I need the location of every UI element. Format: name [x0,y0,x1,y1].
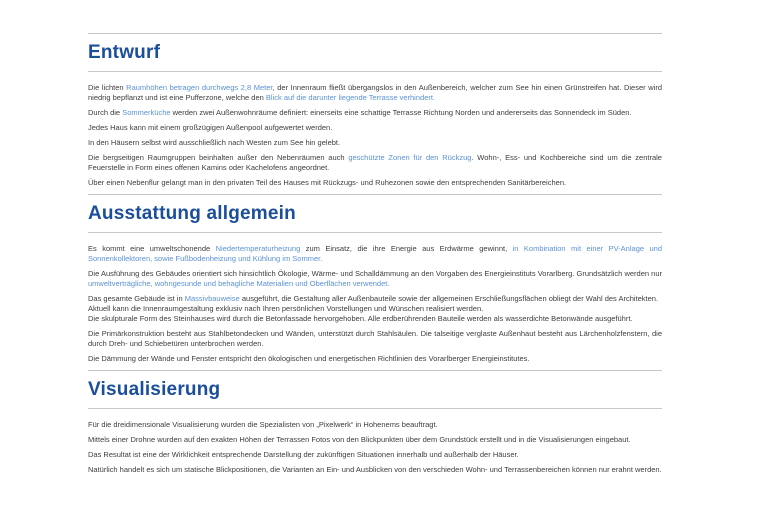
section-entwurf [88,33,662,194]
section-divider-top [88,33,662,34]
section-divider-top [88,194,662,195]
inline-link[interactable]: Massivbauweise [184,294,240,303]
section-divider-top [88,370,662,371]
inline-link[interactable]: Blick auf die darunter liegende Terrasse verhindert. [265,93,436,102]
paragraph [88,329,662,349]
text-run: werden zwei Außenwohnräume definiert: einerseits eine schattige Terrasse Richtung Norden und andererseits das Sonnendeck im Süden. [170,108,632,117]
text-run: Die Ausführung des Gebäudes orientiert sich hinsichtlich Ökologie, Wärme- und Schalldämmung an den Vorgaben des Energieinstituts Vorarlberg. Grundsätzlich werden nur [88,269,662,278]
paragraph [88,123,662,133]
inline-link[interactable]: geschützte Zonen für den Rückzug [348,153,472,162]
inline-link[interactable]: in Kombination mit einer PV-Anlage und Sonnenkollektoren, sowie Fußbodenheizung und Kühlung im Sommer. [88,244,662,263]
inline-link[interactable]: Niedertemperaturheizung [215,244,301,253]
text-run: Das Resultat ist eine der Wirklichkeit entsprechende Darstellung der zukünftigen Situationen innerhalb und außerhalb der Häuser. [88,450,519,459]
text-run: zum Einsatz, die ihre Energie aus Erdwärme gewinnt, [300,244,513,253]
paragraph [88,108,662,118]
text-run: Die bergseitigen Raumgruppen beinhalten außer den Nebenräumen auch [88,153,349,162]
text-run: Für die dreidimensionale Visualisierung wurden die Spezialisten von „Pixelwerk“ in Hohenems beauftragt. [88,420,438,429]
section-ausstattung-allgemein [88,194,662,370]
document-content [88,33,662,481]
section-title-entwurf: Entwurf [88,42,161,63]
section-body [88,233,662,370]
paragraph [88,435,662,445]
text-run: . Wohn-, Ess- und Kochbereiche sind um die zentrale Feuerstelle in Form eines offenen Kamins oder Kachelofens angeordnet. [88,153,662,172]
text-run: Jedes Haus kann mit einem großzügigen Außenpool aufgewertet werden. [88,123,333,132]
text-run: ausgeführt, die Gestaltung aller Außenbauteile sowie der allgemeinen Erschließungsflächen obliegt der Wahl des Architekten. [239,294,659,303]
paragraph [88,138,662,148]
text-run: Es kommt eine umweltschonende [88,244,216,253]
text-run: Mittels einer Drohne wurden auf den exakten Höhen der Terrassen Fotos von den Blickpunkten über dem Grundstück erstellt und in die Visualisierungen eingebaut. [88,435,631,444]
paragraph [88,269,662,289]
section-body [88,409,662,481]
text-run: Die lichten [88,83,127,92]
section-visualisierung [88,370,662,481]
inline-link[interactable]: umweltverträgliche, wohngesunde und behagliche Materialien und Oberflächen verwendet. [88,279,390,288]
paragraph [88,465,662,475]
inline-link[interactable]: Sommerküche [122,108,171,117]
text-run: Durch die [88,108,123,117]
text-run: Aktuell kann die Innenraumgestaltung exklusiv nach Ihren persönlichen Vorstellungen und Wünschen realisiert werden. [88,304,484,313]
paragraph [88,450,662,460]
text-run: Das gesamte Gebäude ist in [88,294,185,303]
paragraph [88,420,662,430]
text-run: In den Häusern selbst wird ausschließlich nach Westen zum See hin gelebt. [88,138,341,147]
section-title-ausstattung-allgemein: Ausstattung allgemein [88,203,296,224]
paragraph [88,178,662,188]
text-run: Die Primärkonstruktion besteht aus Stahlbetondecken und Wänden, unterstützt durch Stahlsäulen. Die talseitige verglaste Außenhaut besteht aus Lärchenholzfenstern, die durch Dreh- und Schiebetüren unterbrochen werden. [88,329,662,348]
text-run: Die Dämmung der Wände und Fenster entspricht den ökologischen und energetischen Richtlinien des Vorarlberger Energieinstitutes. [88,354,530,363]
section-body [88,72,662,194]
text-run: Die skulpturale Form des Steinhauses wird durch die Betonfassade hervorgehoben. Alle erdberührenden Bauteile werden als wasserdichte Betonwände ausgeführt. [88,314,633,323]
paragraph [88,244,662,264]
section-title-visualisierung: Visualisierung [88,379,221,400]
inline-link[interactable]: Raumhöhen betragen durchwegs 2,8 Meter [126,83,273,92]
text-run: Natürlich handelt es sich um statische Blickpositionen, die Varianten an Ein- und Ausblicken von den verschieden Wohn- und Terrassenbereichen können nur erahnt werden. [88,465,662,474]
paragraph [88,294,662,324]
paragraph [88,83,662,103]
paragraph [88,153,662,173]
text-run: , der Innenraum fließt übergangslos in den Außenbereich, welcher zum See hin einen Grünstreifen hat. Dieser wird niedrig bepflanzt und ist eine Pufferzone, welche den [88,83,662,102]
text-run: Über einen Nebenflur gelangt man in den privaten Teil des Hauses mit Rückzugs- und Ruhezonen sowie den entsprechenden Sanitärbereichen. [88,178,567,187]
paragraph [88,354,662,364]
